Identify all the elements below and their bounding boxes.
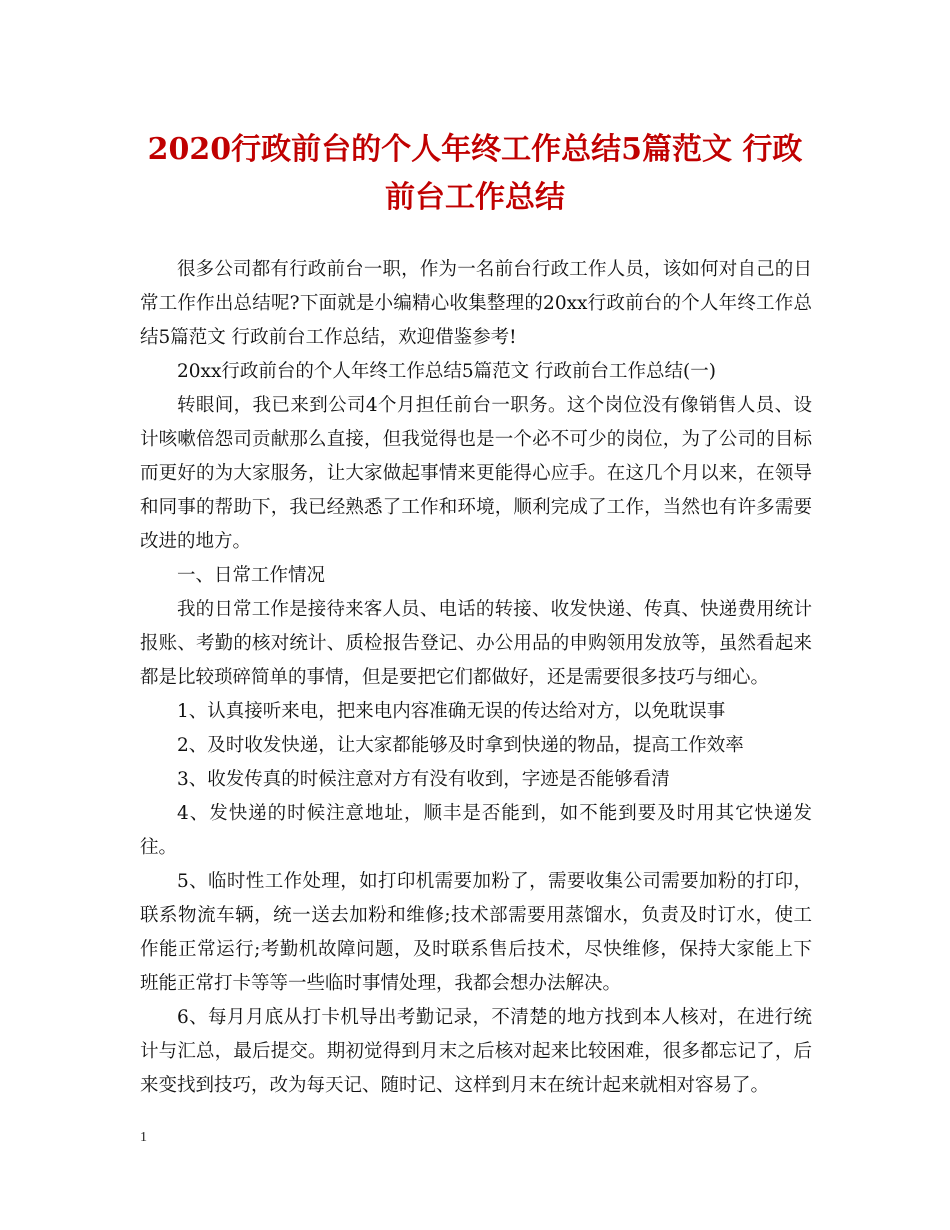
list-item: 5、临时性工作处理，如打印机需要加粉了，需要收集公司需要加粉的打印，联系物流车辆，统一送去加粉和维修;技术部需要用蒸馏水，负责及时订水，使工作能正常运行;考勤机故障问题，及时联系售后技术，尽快维修，保持大家能上下班能正常打卡等等一些临时事情处理，我都会想办法解决。 [140, 871, 812, 994]
document-title: 2020行政前台的个人年终工作总结5篇范文 行政前台工作总结 [147, 132, 803, 215]
list-item: 4、发快递的时候注意地址，顺丰是否能到，如不能到要及时用其它快递发往。 [140, 803, 812, 858]
page-number: 1 [140, 1130, 147, 1145]
list-item: 3、收发传真的时候注意对方有没有收到，字迹是否能够看清 [177, 769, 670, 790]
document-body [140, 253, 812, 1103]
section-heading-daily-work: 一、日常工作情况 [177, 565, 326, 586]
intro-paragraph: 很多公司都有行政前台一职，作为一名前台行政工作人员，该如何对自己的日常工作作出总结呢?下面就是小编精心收集整理的20xx行政前台的个人年终工作总结5篇范文 行政前台工作总结，欢迎借鉴参考! [140, 259, 812, 348]
section-heading-article-one: 20xx行政前台的个人年终工作总结5篇范文 行政前台工作总结(一) [177, 361, 716, 382]
list-item: 1、认真接听来电，把来电内容准确无误的传达给对方，以免耽误事 [177, 701, 726, 722]
list-item: 6、每月月底从打卡机导出考勤记录，不清楚的地方找到本人核对，在进行统计与汇总，最后提交。期初觉得到月末之后核对起来比较困难，很多都忘记了，后来变找到技巧，改为每天记、随时记、这样到月末在统计起来就相对容易了。 [140, 1007, 812, 1096]
body-paragraph: 转眼间，我已来到公司4个月担任前台一职务。这个岗位没有像销售人员、设计咳嗽倍怨司贡献那么直接，但我觉得也是一个必不可少的岗位，为了公司的目标而更好的为大家服务，让大家做起事情来更能得心应手。在这几个月以来，在领导和同事的帮助下，我已经熟悉了工作和环境，顺利完成了工作，当然也有许多需要改进的地方。 [140, 395, 812, 552]
list-item: 2、及时收发快递，让大家都能够及时拿到快递的物品，提高工作效率 [177, 735, 744, 756]
body-paragraph: 我的日常工作是接待来客人员、电话的转接、收发快递、传真、快递费用统计报账、考勤的核对统计、质检报告登记、办公用品的申购领用发放等，虽然看起来都是比较琐碎简单的事情，但是要把它们都做好，还是需要很多技巧与细心。 [140, 599, 812, 688]
